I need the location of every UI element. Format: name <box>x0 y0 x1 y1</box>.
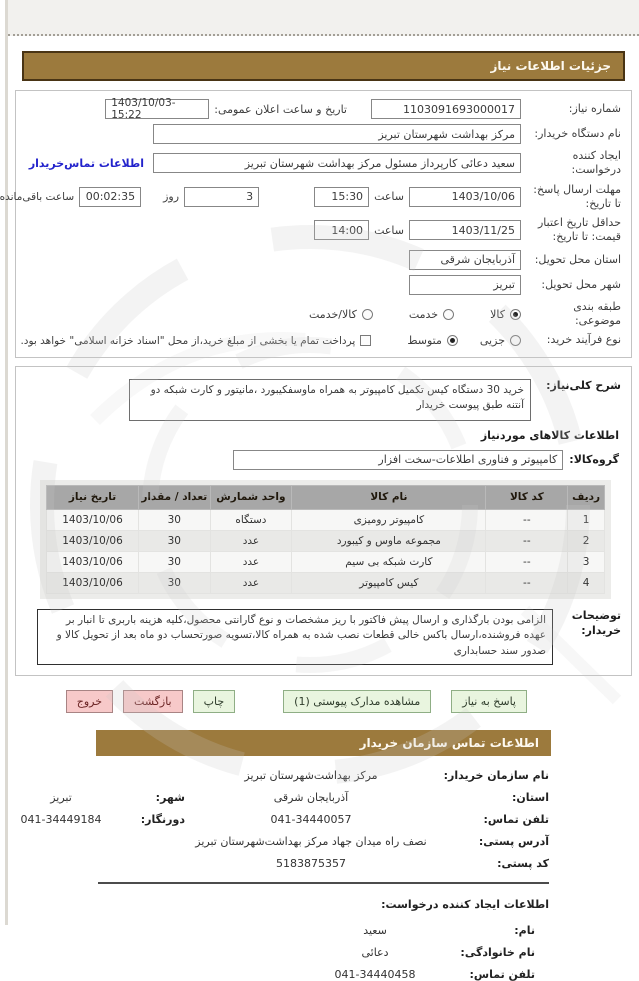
buyer-device-label: نام دستگاه خریدار: <box>534 126 621 140</box>
announce-datetime-field[interactable]: 1403/10/03- 15:22 <box>105 99 209 119</box>
remaining-hours-field[interactable]: 00:02:35 <box>79 187 141 207</box>
org-province-city-row <box>8 791 549 804</box>
radio-goods-service-label: کالا/خدمت <box>309 307 357 321</box>
creator-phone-row <box>8 968 535 981</box>
need-description-row <box>24 379 621 421</box>
org-fax-value: 041-34449184 <box>20 812 102 826</box>
buyer-device-row <box>24 124 621 144</box>
table-row: 1 -- کامپیوتر رومیزی دستگاه 30 1403/10/06 <box>47 509 605 530</box>
classification-label: طبقه بندی موضوعی: <box>573 299 621 328</box>
section-header-need-details: جزئیات اطلاعات نیاز <box>22 51 625 81</box>
buyer-contact-link[interactable]: اطلاعات تماس‌خریدار <box>28 156 144 170</box>
col-count-unit: واحد شمارش <box>210 485 292 509</box>
need-number-label: شماره نیاز: <box>568 101 621 115</box>
radio-goods-label: کالا <box>490 307 505 321</box>
org-phone-fax-row <box>8 813 549 826</box>
creator-name-row <box>8 924 535 937</box>
org-address-label: آدرس پستی: <box>478 834 549 848</box>
table-row: 3 -- کارت شبکه بی سیم عدد 30 1403/10/06 <box>47 551 605 572</box>
org-postal-value: 5183875357 <box>276 856 346 870</box>
col-need-date: تاریخ نیاز <box>47 485 139 509</box>
day-unit-label: روز <box>163 190 180 204</box>
creator-family-row <box>8 946 535 959</box>
col-goods-code: کد کالا <box>486 485 568 509</box>
org-province-label: استان: <box>512 790 549 804</box>
remaining-hours-label: ساعت باقی‌مانده <box>0 190 75 203</box>
col-goods-name: نام کالا <box>292 485 486 509</box>
org-postal-label: کد پستی: <box>497 856 549 870</box>
org-name-label: نام سازمان خریدار: <box>443 768 549 782</box>
section-divider <box>98 882 549 884</box>
buyer-notes-row <box>24 609 621 665</box>
goods-group-field[interactable]: کامپیوتر و فناوری اطلاعات-سخت افزار <box>233 450 563 470</box>
price-validity-row <box>24 216 621 245</box>
org-postal-row <box>8 857 549 870</box>
org-fax-label: دورنگار: <box>140 812 185 826</box>
announce-datetime-label: تاریخ و ساعت اعلان عمومی: <box>214 102 347 116</box>
radio-medium-label: متوسط <box>407 334 442 348</box>
table-row: 4 -- کیس کامپیوتر عدد 30 1403/10/06 <box>47 572 605 593</box>
action-buttons-row <box>8 690 527 713</box>
creator-family-value: دعائی <box>361 945 389 959</box>
org-name-row <box>8 769 549 782</box>
radio-partial-label: جزیی <box>479 334 505 348</box>
back-button[interactable]: بازگشت <box>123 690 183 713</box>
need-number-row <box>24 99 621 119</box>
need-description-field[interactable]: خرید 30 دستگاه کیس تکمیل کامپیوتر به همراه ماوسفکیبورد ،مانیتور و کارت شبکه دو آنتنه طبق پیوست خریدار <box>129 379 531 421</box>
table-row: 2 -- مجموعه ماوس و کیبورد عدد 30 1403/10/06 <box>47 530 605 551</box>
treasury-checkbox[interactable] <box>360 335 371 346</box>
goods-info-panel <box>15 366 632 676</box>
creator-family-label: نام خانوادگی: <box>460 945 535 959</box>
creator-name-value: سعید <box>363 923 387 937</box>
request-creator-row <box>24 149 621 178</box>
response-deadline-label: مهلت ارسال پاسخ: تا تاریخ: <box>533 182 621 210</box>
org-province-value: آذربایجان شرقی <box>273 790 349 804</box>
radio-partial[interactable] <box>510 335 521 346</box>
delivery-city-row <box>24 275 621 295</box>
remaining-days-field[interactable]: 3 <box>184 187 259 207</box>
deadline-date-field[interactable]: 1403/10/06 <box>409 187 521 207</box>
goods-group-label: گروه‌کالا: <box>569 453 619 467</box>
request-creator-field[interactable]: سعید دعائی کارپرداز مسئول مرکز بهداشت شهرستان تبریز <box>153 153 521 173</box>
classification-row <box>24 300 621 329</box>
need-info-panel <box>0 90 632 358</box>
price-validity-label: حداقل تاریخ اعتبار قیمت: تا تاریخ: <box>537 216 621 244</box>
delivery-province-row <box>24 250 621 270</box>
creator-phone-label: تلفن تماس: <box>469 967 535 981</box>
response-deadline-row <box>0 182 621 212</box>
buyer-device-field[interactable]: مرکز بهداشت شهرستان تبریز <box>153 124 521 144</box>
respond-to-need-button[interactable]: پاسخ به نیاز <box>451 690 527 713</box>
creator-name-label: نام: <box>514 923 535 937</box>
purchase-process-row <box>20 333 621 348</box>
creator-phone-value: 041-34440458 <box>334 967 416 981</box>
need-description-label: شرح کلی‌نیاز: <box>546 378 621 392</box>
exit-button[interactable]: خروج <box>66 690 113 713</box>
col-row-number: ردیف <box>568 485 605 509</box>
goods-table <box>46 485 605 594</box>
radio-medium[interactable] <box>447 335 458 346</box>
org-city-label: شهر: <box>155 790 185 804</box>
view-attachments-button[interactable]: مشاهده مدارک پیوستی (1) <box>283 690 431 713</box>
request-creator-label: ایجاد کننده درخواست: <box>571 149 621 177</box>
validity-time-field[interactable]: 14:00 <box>314 220 369 240</box>
validity-date-field[interactable]: 1403/11/25 <box>409 220 521 240</box>
org-phone-value: 041-34440057 <box>270 812 352 826</box>
org-phone-label: تلفن تماس: <box>483 812 549 826</box>
treasury-note-label: پرداخت تمام یا بخشی از مبلغ خرید،از محل "اسناد خزانه اسلامی" خواهد بود. <box>20 334 356 347</box>
col-quantity: تعداد / مقدار <box>139 485 211 509</box>
delivery-city-field[interactable]: تبریز <box>409 275 521 295</box>
radio-goods-service[interactable] <box>362 309 373 320</box>
section-header-org-contact: اطلاعات تماس سازمان خریدار <box>96 730 551 756</box>
goods-table-container <box>40 480 611 599</box>
radio-service-label: خدمت <box>408 307 439 321</box>
delivery-city-label: شهر محل تحویل: <box>541 277 621 291</box>
need-number-field[interactable]: 1103091693000017 <box>371 99 521 119</box>
org-address-value: نصف راه میدان جهاد مرکز بهداشت‌شهرستان تبریز <box>195 834 427 848</box>
required-goods-title: اطلاعات کالاهای موردنیاز <box>480 428 619 442</box>
validity-hour-label: ساعت <box>374 223 404 237</box>
goods-group-row <box>26 450 619 470</box>
org-name-value: مرکز بهداشت‌شهرستان تبریز <box>244 768 378 782</box>
buyer-notes-label: توضیحات خریدار: <box>571 608 621 637</box>
radio-service[interactable] <box>443 309 454 320</box>
creator-info-title: اطلاعات ایجاد کننده درخواست: <box>381 897 549 911</box>
table-header-row <box>47 485 605 509</box>
deadline-hour-label: ساعت <box>374 190 404 204</box>
delivery-province-field[interactable]: آذربایجان شرقی <box>409 250 521 270</box>
print-button[interactable]: چاپ <box>193 690 236 713</box>
top-divider <box>8 0 639 36</box>
org-address-row <box>8 835 549 848</box>
deadline-time-field[interactable]: 15:30 <box>314 187 369 207</box>
radio-goods[interactable] <box>510 309 521 320</box>
org-city-value: تبریز <box>50 790 72 804</box>
buyer-notes-field[interactable]: الزامی بودن بارگذاری و ارسال پیش فاکتور با ریز مشخصات و نوع گارانتی محصول،کلیه هزینه باربری تا انبار بر عهده فروشنده،ارسال باکس خالی قطعات نصب شده به همراه کالا،تسویه صورتحساب دو ماه بعد از تحویل کالا و صدور سند حسابداری <box>37 609 553 665</box>
purchase-process-label: نوع فرآیند خرید: <box>546 333 621 347</box>
delivery-province-label: استان محل تحویل: <box>534 252 621 266</box>
